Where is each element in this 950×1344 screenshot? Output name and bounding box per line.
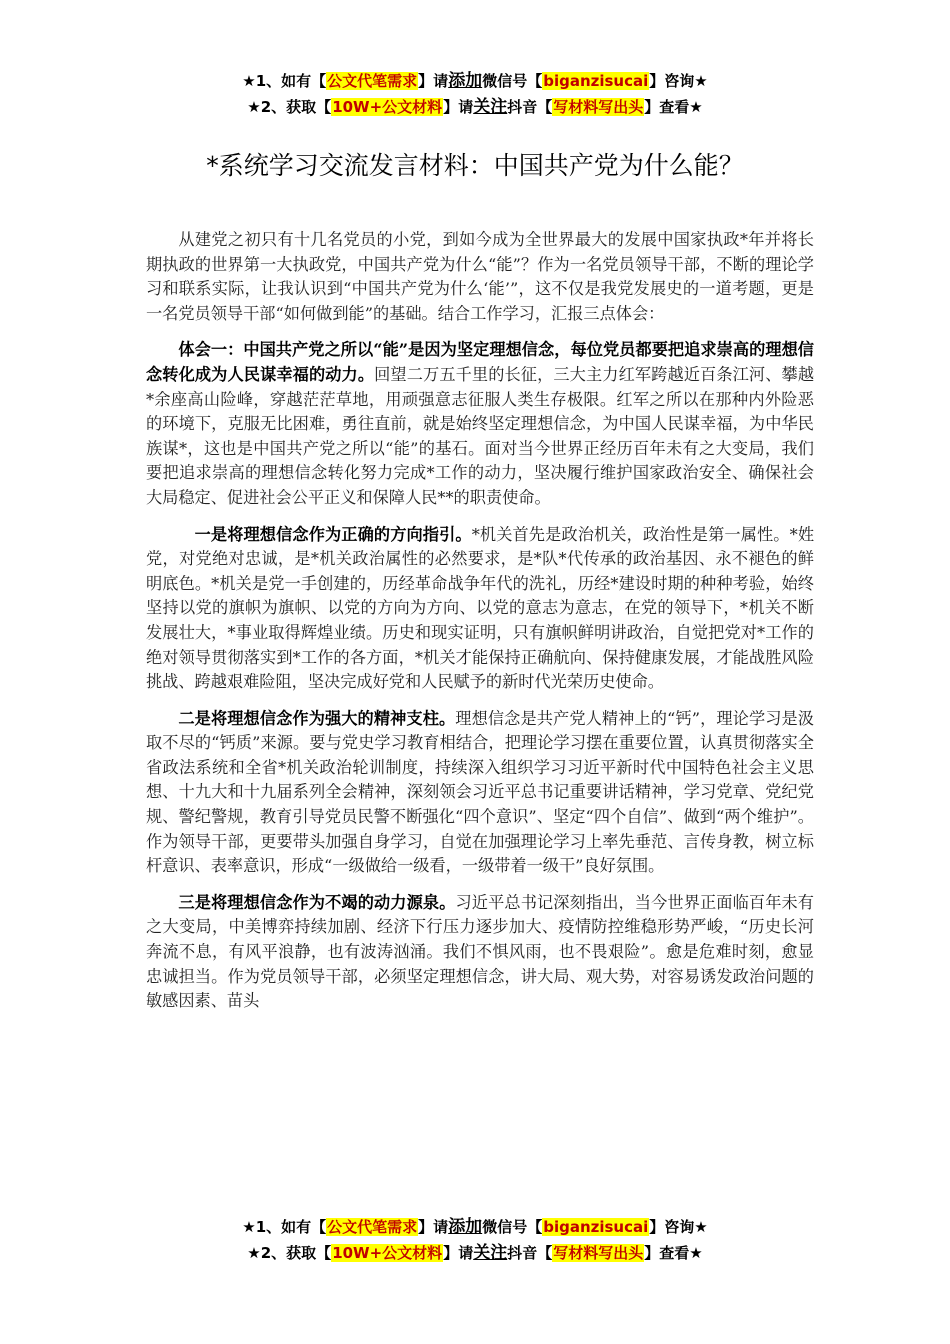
highlight-douyin: 写材料写出头 — [553, 1244, 644, 1262]
highlight-service: 公文代笔需求 — [327, 72, 418, 90]
highlight-materials: 10W+公文材料 — [332, 1244, 443, 1262]
footer-banner — [0, 1214, 950, 1266]
banner-line-1: ★1、如有【公文代笔需求】请添加微信号【biganzisucai】咨询★ — [242, 1217, 708, 1237]
highlight-wechat-id: biganzisucai — [543, 72, 649, 90]
paragraph-point-three: 三是将理想信念作为不竭的动力源泉。习近平总书记深刻指出，当今世界正面临百年未有之大变局，中美博弈持续加剧、经济下行压力逐步加大、疫情防控维稳形势严峻，“历史长河奔流不息，有风平浪静，也有波涛汹涌。我们不惧风雨，也不畏艰险”。愈是危难时刻，愈显忠诚担当。作为党员领导干部，必须坚定理想信念，讲大局、观大势，对容易诱发政治问题的敏感因素、苗头 — [146, 892, 814, 1011]
header-banner — [0, 68, 950, 120]
highlight-service: 公文代笔需求 — [327, 1218, 418, 1236]
banner-line-1: ★1、如有【公文代笔需求】请添加微信号【biganzisucai】咨询★ — [242, 71, 708, 91]
highlight-materials: 10W+公文材料 — [332, 98, 443, 116]
document-body — [146, 228, 814, 1026]
paragraph-insight-one: 体会一：中国共产党之所以“能”是因为坚定理想信念，每位党员都要把追求崇高的理想信念转化成为人民谋幸福的动力。回望二万五千里的长征，三大主力红军跨越近百条江河、攀越*余座高山险峰，穿越茫茫草地，用顽强意志征服人类生存极限。红军之所以在那种内外险恶的环境下，克服无比困难，勇往直前，就是始终坚定理想信念，为中国人民谋幸福，为中华民族谋*，这也是中国共产党之所以“能”的基石。面对当今世界正经历百年未有之大变局，我们要把追求崇高的理想信念转化努力完成*工作的动力，坚决履行维护国家政治安全、确保社会大局稳定、促进社会公平正义和保障人民**的职责使命。 — [146, 340, 815, 507]
paragraph-point-one: 一是将理想信念作为正确的方向指引。*机关首先是政治机关，政治性是第一属性。*姓党，对党绝对忠诚，是*机关政治属性的必然要求，是*队*代传承的政治基因、永不褪色的鲜明底色。*机关是党一手创建的，历经革命战争年代的洗礼，历经*建设时期的种种考验，始终坚持以党的旗帜为旗帜、以党的方向为方向、以党的意志为意志，在党的领导下，*机关不断发展壮大，*事业取得辉煌业绩。历史和现实证明，只有旗帜鲜明讲政治，自觉把党对*工作的绝对领导贯彻落实到*工作的各方面，*机关才能保持正确航向、保持健康发展，才能战胜风险挑战、跨越艰难险阻，坚决完成好党和人民赋予的新时代光荣历史使命。 — [146, 524, 815, 692]
highlight-douyin: 写材料写出头 — [553, 98, 644, 116]
paragraph-intro: 从建党之初只有十几名党员的小党，到如今成为全世界最大的发展中国家执政*年并将长期执政的世界第一大执政党，中国共产党为什么“能”？作为一名党员领导干部，不断的理论学习和联系实际，让我认识到“中国共产党为什么‘能’”，这不仅是我党发展史的一道考题，更是一名党员领导干部“如何做到能”的基础。结合工作学习，汇报三点体会： — [146, 230, 814, 323]
document-title: *系统学习交流发言材料：中国共产党为什么能？ — [206, 151, 744, 180]
highlight-wechat-id: biganzisucai — [543, 1218, 649, 1236]
banner-line-2: ★2、获取【10W+公文材料】请关注抖音【写材料写出头】查看★ — [247, 1243, 703, 1263]
banner-line-2: ★2、获取【10W+公文材料】请关注抖音【写材料写出头】查看★ — [247, 97, 703, 117]
paragraph-point-two: 二是将理想信念作为强大的精神支柱。理想信念是共产党人精神上的“钙”，理论学习是汲取不尽的“钙质”来源。要与党史学习教育相结合，把理论学习摆在重要位置，认真贯彻落实全省政法系统和全省*机关政治轮训制度，持续深入组织学习习近平新时代中国特色社会主义思想、十九大和十九届系列全会精神，深刻领会习近平总书记重要讲话精神，学习党章、党纪党规、警纪警规，教育引导党员民警不断强化“四个意识”、坚定“四个自信”、做到“两个维护”。作为领导干部，更要带头加强自身学习，自觉在加强理论学习上率先垂范、言传身教，树立标杆意识、表率意识，形成“一级做给一级看，一级带着一级干”良好氛围。 — [146, 708, 814, 876]
